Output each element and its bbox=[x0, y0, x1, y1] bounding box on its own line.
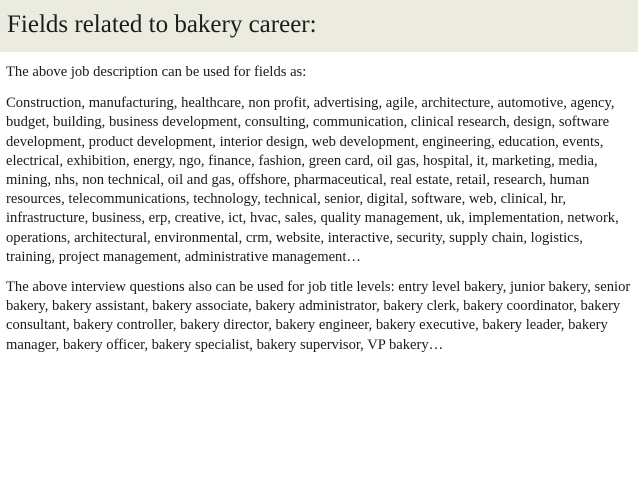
title-bar bbox=[0, 0, 638, 52]
intro-paragraph: The above job description can be used for fields as: bbox=[6, 64, 307, 80]
slide-body bbox=[6, 63, 634, 355]
job-levels-paragraph: The above interview questions also can be used for job title levels: entry level bakery, junior bakery, senior bakery, bakery assistant, bakery associate, bakery administrator, bakery clerk, bakery coordinator, bakery consultant, bakery controller, bakery director, bakery engineer, bakery executive, bakery leader, bakery manager, bakery officer, bakery specialist, bakery supervisor, VP bakery… bbox=[6, 279, 631, 353]
fields-paragraph: Construction, manufacturing, healthcare, non profit, advertising, agile, architecture, automotive, agency, budget, building, business development, consulting, communication, clinical research, design, software development, product development, interior design, web development, engineering, education, events, electrical, exhibition, energy, ngo, finance, fashion, green card, oil gas, hospital, it, marketing, media, mining, nhs, non technical, oil and gas, offshore, pharmaceutical, real estate, retail, research, human resources, telecommunications, technology, technical, senior, digital, software, web, clinical, hr, infrastructure, business, erp, creative, ict, hvac, sales, quality management, uk, implementation, network, operations, architectural, environmental, crm, website, interactive, security, supply chain, logistics, training, project management, administrative management… bbox=[6, 95, 619, 265]
slide-title: Fields related to bakery career: bbox=[7, 11, 317, 38]
